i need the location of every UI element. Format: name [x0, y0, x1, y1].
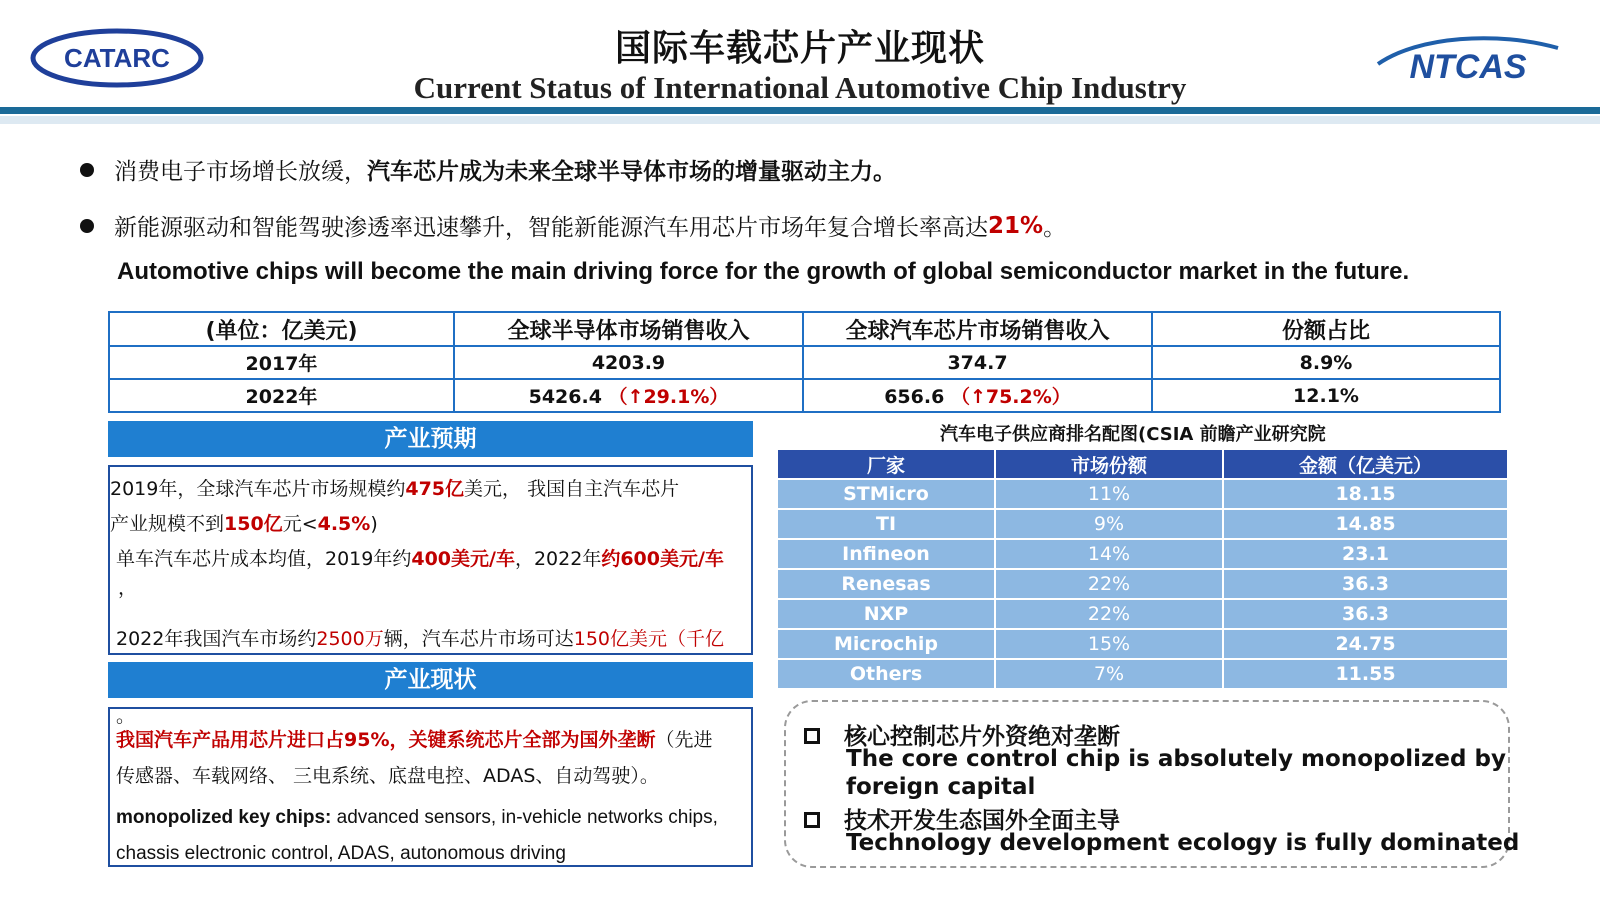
table-row: Infineon 14% 23.1: [777, 539, 1508, 569]
svg-text:CATARC: CATARC: [64, 43, 170, 73]
table-header-cell: 市场份额: [995, 449, 1223, 479]
section-title-expectation: 产业预期: [108, 421, 753, 457]
bullet-dot-icon: [80, 219, 94, 233]
monopoly-box: 核心控制芯片外资绝对垄断 The core control chip is absolutely monopolized by foreign capital 技术开发生态国外全面主导 Technology development ecology is fully dominated: [784, 700, 1510, 868]
table-cell: 656.6 （↑75.2%）: [803, 379, 1152, 412]
section-title-status: 产业现状: [108, 662, 753, 698]
table-row: Others 7% 11.55: [777, 659, 1508, 689]
rank-table-title: 汽车电子供应商排名配图(CSIA 前瞻产业研究院: [940, 424, 1326, 445]
table-cell: 4203.9: [454, 346, 803, 379]
table-row: [109, 346, 1500, 379]
checkbox-square-icon: [804, 728, 820, 744]
table-header-cell: 厂家: [777, 449, 995, 479]
header-rule-light: [0, 116, 1600, 124]
table-row: Renesas 22% 36.3: [777, 569, 1508, 599]
table-header-cell: 份额占比: [1152, 312, 1500, 346]
table-cell: 2022年: [109, 379, 454, 412]
table-cell: 8.9%: [1152, 346, 1500, 379]
svg-text:NTCAS: NTCAS: [1409, 48, 1527, 86]
table-header-cell: 金额（亿美元）: [1223, 449, 1508, 479]
bullet-english: Automotive chips will become the main driving force for the growth of global semiconductor market in the future.: [117, 258, 1410, 285]
status-box: 。 我国汽车产品用芯片进口占95%，关键系统芯片全部为国外垄断（先进 传感器、车载网络、 三电系统、底盘电控、ADAS、自动驾驶）。 monopolized key chips: advanced sensors, in-vehicle networks chips, chassis electronic control, ADAS, autonomous driving: [108, 707, 753, 867]
table-cell: 5426.4 （↑29.1%）: [454, 379, 803, 412]
table-cell: 374.7: [803, 346, 1152, 379]
bullet-1: 消费电子市场增长放缓， 汽车芯片成为未来全球半导体市场的增量驱动主力。: [80, 153, 896, 186]
table-header-cell: 全球汽车芯片市场销售收入: [803, 312, 1152, 346]
table-row: STMicro 11% 18.15: [777, 479, 1508, 509]
table-row: TI 9% 14.85: [777, 509, 1508, 539]
table-header-cell: 全球半导体市场销售收入: [454, 312, 803, 346]
checkbox-square-icon: [804, 812, 820, 828]
table-cell: 2017年: [109, 346, 454, 379]
table-cell: 12.1%: [1152, 379, 1500, 412]
supplier-ranking-table: [776, 448, 1509, 690]
table-header-row: [109, 312, 1500, 346]
ntcas-logo: [1368, 26, 1568, 86]
expectation-box: 2019年，全球汽车芯片市场规模约475亿美元， 我国自主汽车芯片 产业规模不到150亿元<4.5%) 单车汽车芯片成本均值，2019年约400美元/车，2022年约600美元/车 ， 2022年我国汽车市场约2500万辆，汽车芯片市场可达150亿美元（千亿: [108, 465, 753, 655]
header-rule: [0, 107, 1600, 114]
page-title: 国际车载芯片产业现状: [614, 28, 985, 69]
table-header-row: [777, 449, 1508, 479]
page-subtitle: Current Status of International Automotive Chip Industry: [413, 70, 1187, 105]
table-header-cell: (单位：亿美元): [109, 312, 454, 346]
table-row: Microchip 15% 24.75: [777, 629, 1508, 659]
bullet-dot-icon: [80, 163, 94, 177]
table-row: [109, 379, 1500, 412]
bullet-2: 新能源驱动和智能驾驶渗透率迅速攀升，智能新能源汽车用芯片市场年复合增长率高达 21% 。: [80, 209, 1066, 242]
table-row: NXP 22% 36.3: [777, 599, 1508, 629]
market-revenue-table: [108, 311, 1501, 413]
